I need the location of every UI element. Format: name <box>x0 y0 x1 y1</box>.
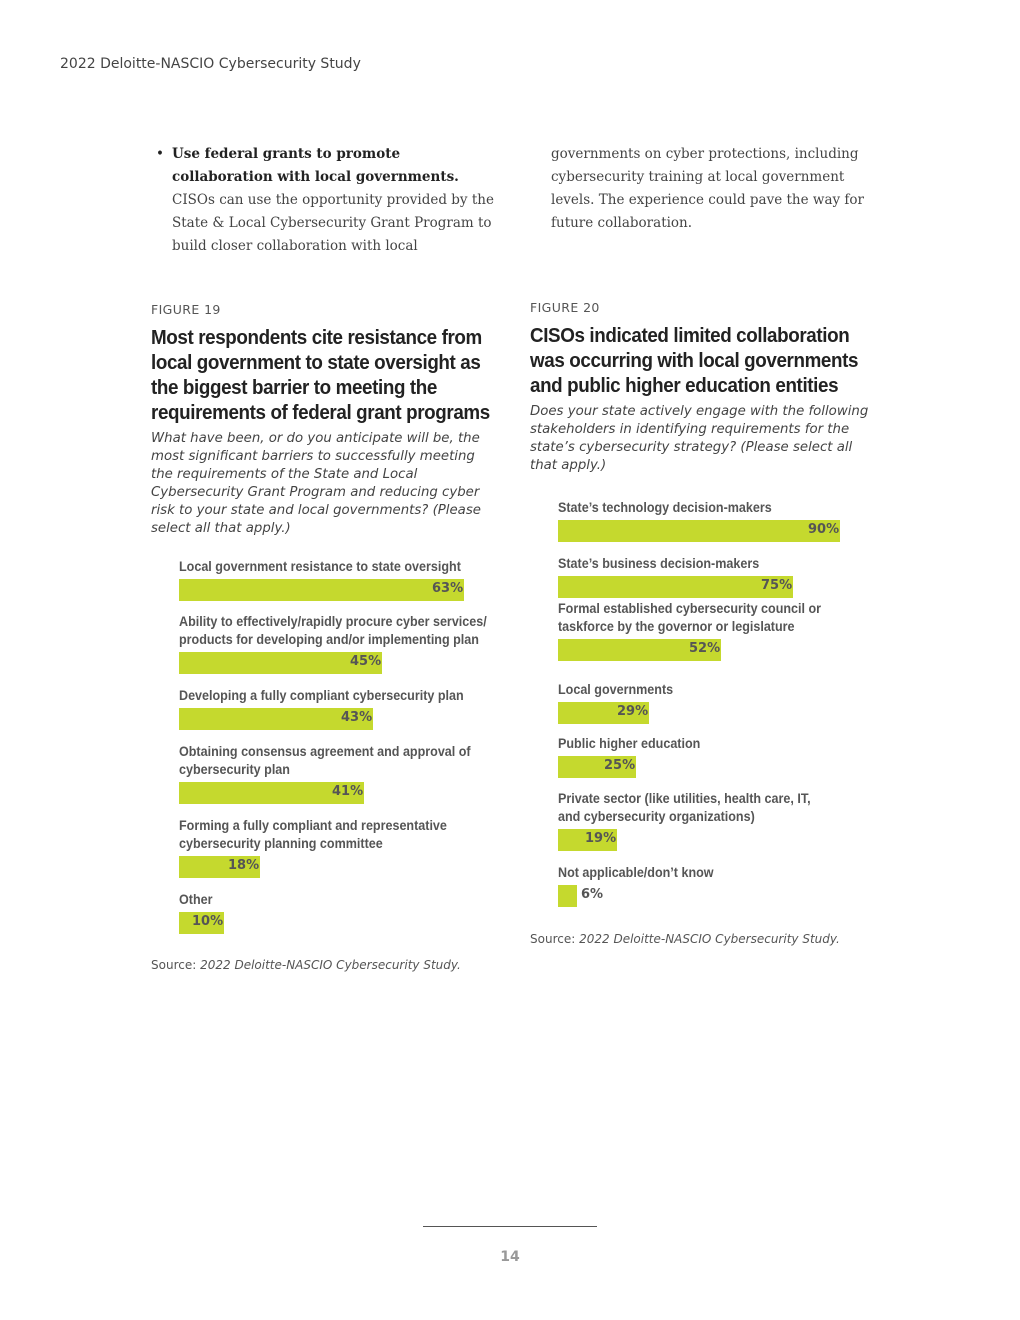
bar-row <box>558 829 870 851</box>
bar <box>558 885 577 907</box>
bar-category-label-line: Developing a fully compliant cybersecurity plan <box>179 688 464 703</box>
bar-category-label <box>558 499 848 517</box>
bar-category-label <box>179 817 474 853</box>
intro-left-column <box>151 143 496 258</box>
bar-category-label <box>558 555 848 573</box>
bar-item <box>179 613 496 674</box>
bar-row <box>558 576 870 598</box>
bar-item <box>179 817 496 878</box>
bar-category-label-line: Ability to effectively/rapidly procure cyber services/ <box>179 614 487 629</box>
bar-value-label: 6% <box>581 887 604 902</box>
figure-title-line: Most respondents cite resistance from <box>151 327 482 349</box>
bar-category-label-line: Not applicable/don’t know <box>558 865 714 880</box>
bar-category-label-line: cybersecurity planning committee <box>179 836 383 851</box>
bar-item <box>179 687 496 730</box>
bar-category-label-line: Other <box>179 892 213 907</box>
figure-title <box>151 326 490 426</box>
bar-chart <box>179 558 496 934</box>
page-number: 14 <box>500 1249 520 1265</box>
source-prefix: Source: <box>530 932 576 946</box>
bar-item <box>179 891 496 934</box>
bar-item <box>179 743 496 804</box>
bar-row <box>179 782 496 804</box>
figure-title-line: requirements of federal grant programs <box>151 402 490 424</box>
bar-value-label: 90% <box>808 522 840 537</box>
intro-continuation: governments on cyber protections, including cybersecurity training at local government levels. The experience could pave the way for future collaboration. <box>551 146 864 231</box>
bar-row <box>179 856 496 878</box>
figure-20-source <box>530 932 840 946</box>
bar-category-label-line: cybersecurity plan <box>179 762 290 777</box>
bar-category-label-line: Forming a fully compliant and representative <box>179 818 447 833</box>
footer-rule <box>423 1226 597 1227</box>
bar-category-label <box>558 735 848 753</box>
figure-title-line: local government to state oversight as <box>151 352 481 374</box>
bar-category-label-line: and cybersecurity organizations) <box>558 809 755 824</box>
figure-label: FIGURE 20 <box>530 300 600 315</box>
bar-item <box>179 558 496 601</box>
bar-row <box>558 639 870 661</box>
bullet-body: CISOs can use the opportunity provided by the State & Local Cybersecurity Grant Program to build closer collaboration with local <box>172 192 494 254</box>
bar-value-label: 45% <box>350 654 382 669</box>
bar-category-label-line: Public higher education <box>558 736 701 751</box>
bar <box>179 579 464 601</box>
bar-item <box>558 735 870 778</box>
source-prefix: Source: <box>151 958 197 972</box>
bar-category-label-line: State’s technology decision-makers <box>558 500 772 515</box>
bar-row <box>179 579 496 601</box>
figure-title <box>530 324 859 399</box>
bar-row <box>179 708 496 730</box>
bar-value-label: 19% <box>585 831 617 846</box>
figure-19 <box>151 302 496 934</box>
bar-row <box>558 520 870 542</box>
bar-category-label-line: taskforce by the governor or legislature <box>558 619 795 634</box>
bar-item <box>558 600 870 661</box>
bullet-lead: Use federal grants to promote collaboration with local governments. <box>172 146 459 185</box>
bar-category-label-line: Private sector (like utilities, health care, IT, <box>558 791 811 806</box>
bar-row <box>179 912 496 934</box>
bar-item <box>558 555 870 598</box>
bar-value-label: 43% <box>341 710 373 725</box>
bar-value-label: 29% <box>617 704 649 719</box>
bar-value-label: 10% <box>192 914 224 929</box>
bar-item <box>558 790 870 851</box>
bar-category-label-line: State’s business decision-makers <box>558 556 760 571</box>
bar-item <box>558 681 870 724</box>
bar-category-label <box>179 558 474 576</box>
intro-bullet <box>151 143 496 258</box>
running-header: 2022 Deloitte-NASCIO Cybersecurity Study <box>60 56 361 72</box>
bar <box>558 520 840 542</box>
bar-category-label-line: Formal established cybersecurity council or <box>558 601 822 616</box>
figure-question: What have been, or do you anticipate will be, the most significant barriers to successfully meeting the requirements of the State and Local Cybersecurity Grant Program and reducing cyber risk to your state and local governments? (Please select all that apply.) <box>151 431 481 536</box>
figure-19-source <box>151 958 461 972</box>
bar-category-label <box>179 613 487 649</box>
bar-category-label <box>558 681 848 699</box>
bar-category-label-line: Obtaining consensus agreement and approval of <box>179 744 471 759</box>
bar-value-label: 75% <box>761 578 793 593</box>
bar-row <box>179 652 496 674</box>
bar-row <box>558 702 870 724</box>
bar-chart <box>558 499 870 907</box>
figure-question: Does your state actively engage with the following stakeholders in identifying requirements for the state’s cybersecurity strategy? (Please select all that apply.) <box>530 404 869 473</box>
figure-label: FIGURE 19 <box>151 302 221 317</box>
bar-row <box>558 885 870 907</box>
bar-category-label <box>558 864 848 882</box>
figure-title-line: CISOs indicated limited collaboration <box>530 325 850 347</box>
bar-item <box>558 864 870 907</box>
bar-value-label: 25% <box>604 758 636 773</box>
bar <box>558 576 793 598</box>
bar-category-label-line: Local governments <box>558 682 674 697</box>
figure-title-line: the biggest barrier to meeting the <box>151 377 437 399</box>
bar-category-label <box>179 687 474 705</box>
bar-category-label-line: products for developing and/or implementing plan <box>179 632 479 647</box>
bar-row <box>558 756 870 778</box>
source-title: 2022 Deloitte-NASCIO Cybersecurity Study. <box>200 958 461 972</box>
bar-value-label: 41% <box>332 784 364 799</box>
source-title: 2022 Deloitte-NASCIO Cybersecurity Study. <box>579 932 840 946</box>
bar-item <box>558 499 870 542</box>
bar-category-label <box>179 743 474 779</box>
intro-bullet-list <box>151 143 496 258</box>
figure-title-line: and public higher education entities <box>530 375 839 397</box>
bar-value-label: 18% <box>228 858 260 873</box>
bar-category-label <box>558 790 848 826</box>
bar-category-label-line: Local government resistance to state oversight <box>179 559 461 574</box>
bar-value-label: 63% <box>432 581 464 596</box>
bar-value-label: 52% <box>689 641 721 656</box>
figure-title-line: was occurring with local governments <box>530 350 859 372</box>
bar-category-label <box>179 891 474 909</box>
figure-20 <box>530 300 870 907</box>
intro-right-column <box>551 143 871 235</box>
bar-category-label <box>558 600 848 636</box>
